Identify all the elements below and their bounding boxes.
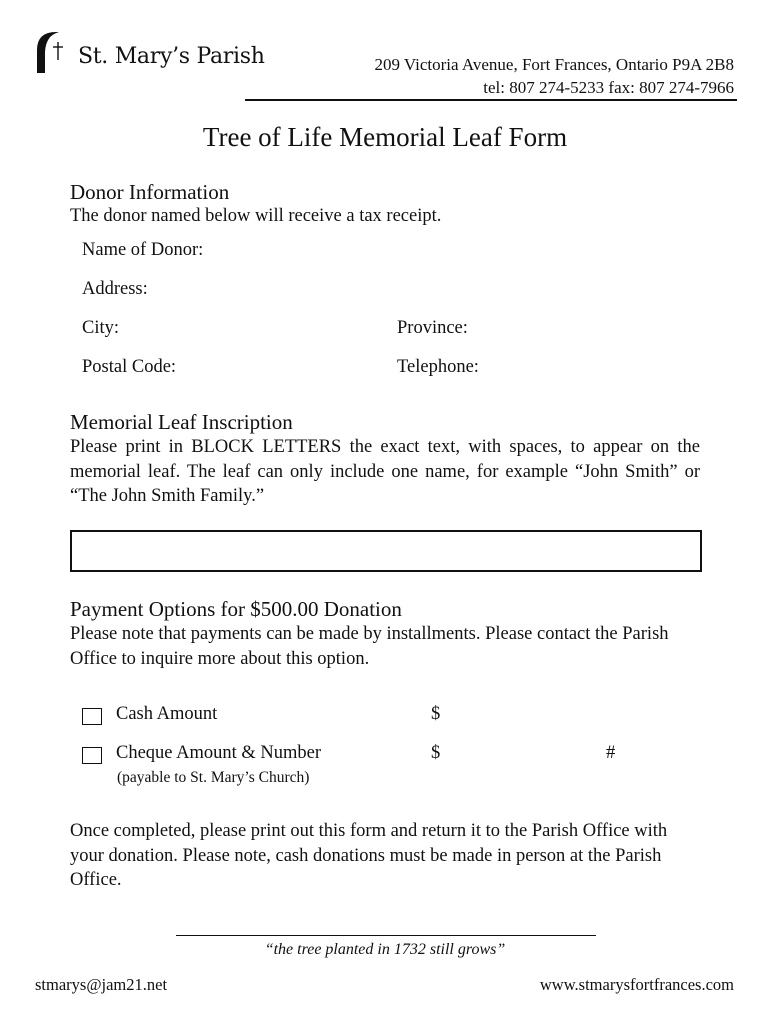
donor-section-heading: Donor Information [70,180,230,204]
inscription-section-heading: Memorial Leaf Inscription [70,410,293,434]
parish-contact: tel: 807 274-5233 fax: 807 274-7966 [483,78,734,97]
cash-amount-label: Cash Amount [116,704,218,724]
cheque-currency-symbol: $ [431,743,441,763]
website-link[interactable]: www.stmarysfortfrances.com [539,975,734,994]
org-name: St. Mary’s Parish [78,44,265,69]
inscription-instructions: Please print in BLOCK LETTERS the exact text, with spaces, to appear on the memorial leaf. The leaf can only include one name, for example “John Smith” or “The John Smith Family.” [70,437,700,506]
parish-motto: “the tree planted in 1732 still grows” [264,941,506,958]
donor-tax-note: The donor named below will receive a tax receipt. [70,206,442,226]
contact-email[interactable]: stmarys@jam21.net [35,975,168,994]
donor-name-label: Name of Donor: [82,240,204,260]
footer-divider [176,935,596,936]
cheque-amount-label: Cheque Amount & Number [116,743,322,763]
cheque-checkbox[interactable] [82,747,102,764]
donor-address-label: Address: [82,279,148,299]
donor-province-label: Province: [397,318,468,338]
payment-section-heading: Payment Options for $500.00 Donation [70,597,402,621]
cash-currency-symbol: $ [431,704,441,724]
donor-city-label: City: [82,318,120,338]
closing-instructions: Once completed, please print out this form and return it to the Parish Office with your donation. Please note, cash donations must be made in person at the Parish Office. [70,821,668,890]
donor-postal-label: Postal Code: [82,357,177,377]
header-divider [245,99,737,101]
inscription-input[interactable] [70,530,702,572]
form-title: Tree of Life Memorial Leaf Form [202,122,568,152]
cash-checkbox[interactable] [82,708,102,725]
cheque-number-symbol: # [606,743,616,763]
parish-address: 209 Victoria Avenue, Fort Frances, Ontario P9A 2B8 [374,55,734,74]
church-arch-cross-icon [34,30,78,74]
donor-telephone-label: Telephone: [397,357,479,377]
payment-note: Please note that payments can be made by installments. Please contact the Parish Office to inquire more about this option. [70,624,669,669]
cheque-payable-note: (payable to St. Mary’s Church) [117,769,310,786]
parish-logo [34,30,265,78]
